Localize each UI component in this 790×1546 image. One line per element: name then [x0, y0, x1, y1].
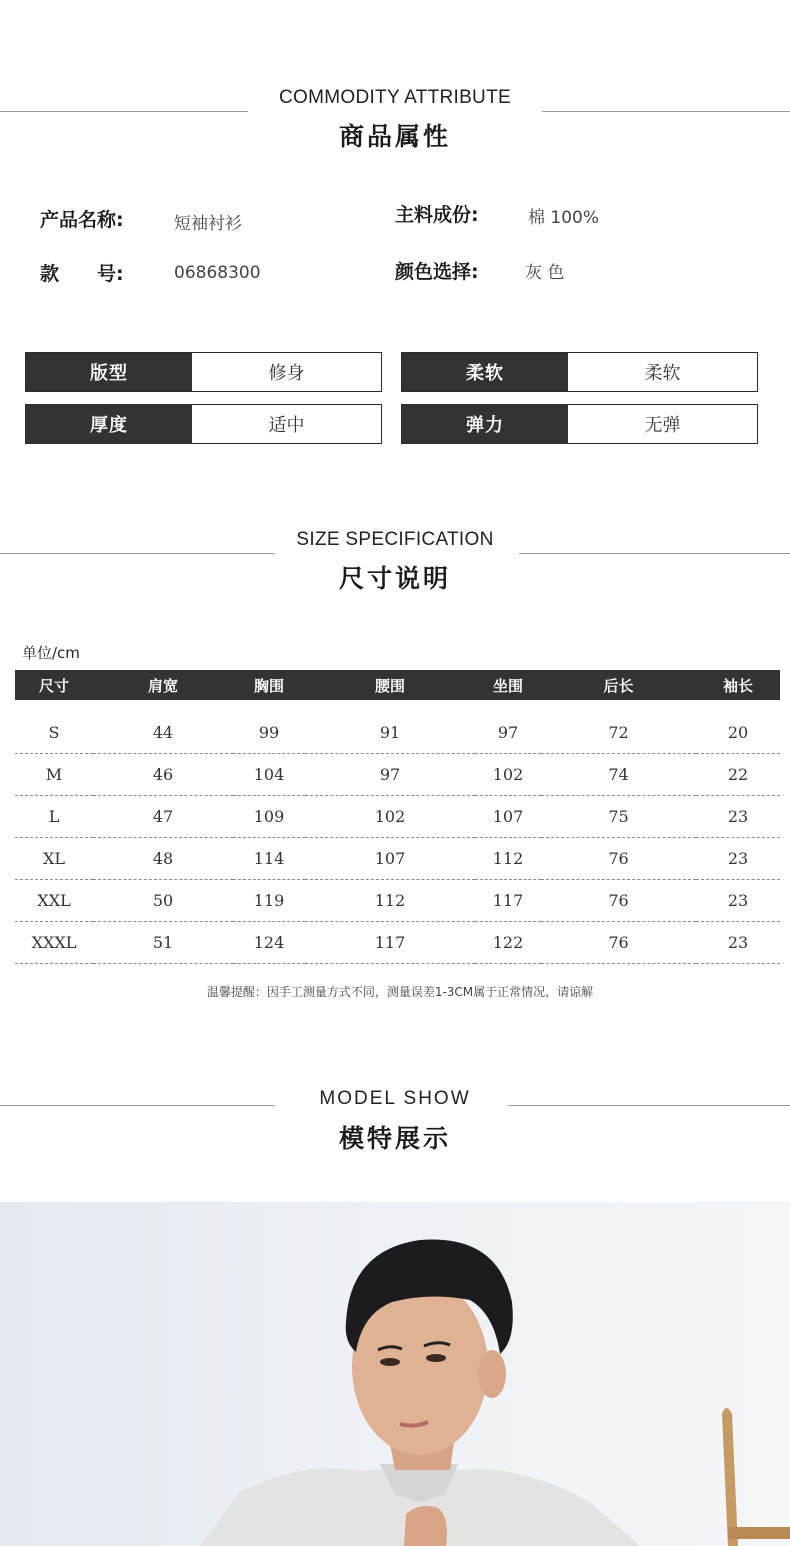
attr-label-style-no: 款 号:	[40, 263, 124, 285]
table-row	[15, 754, 780, 796]
cell: 102	[305, 796, 475, 838]
feature-elasticity-label: 弹力	[402, 405, 568, 443]
attr-value-color: 灰 色	[525, 263, 565, 283]
feature-thickness	[25, 404, 382, 444]
attr-label-material: 主料成份:	[395, 204, 479, 226]
model-photo-illustration	[0, 1202, 790, 1546]
feature-elasticity	[401, 404, 758, 444]
cell: 20	[696, 712, 780, 754]
size-title-zh: 尺寸说明	[338, 564, 451, 593]
cell: 122	[475, 922, 541, 964]
cell: 119	[233, 880, 305, 922]
cell: 23	[696, 838, 780, 880]
cell: 109	[233, 796, 305, 838]
feature-thickness-value: 适中	[192, 405, 381, 443]
cell: 107	[475, 796, 541, 838]
table-row	[15, 796, 780, 838]
cell: 76	[541, 838, 696, 880]
cell: 72	[541, 712, 696, 754]
commodity-title-en: COMMODITY ATTRIBUTE	[279, 87, 511, 108]
feature-fit-label: 版型	[26, 353, 192, 391]
cell: 23	[696, 880, 780, 922]
col-waist: 腰围	[305, 670, 475, 700]
attr-label-color: 颜色选择:	[395, 261, 479, 283]
table-row	[15, 712, 780, 754]
cell: 102	[475, 754, 541, 796]
cell: 75	[541, 796, 696, 838]
cell: M	[15, 754, 93, 796]
cell: 124	[233, 922, 305, 964]
table-row	[15, 838, 780, 880]
commodity-title-zh: 商品属性	[338, 122, 451, 151]
feature-elasticity-value: 无弹	[568, 405, 757, 443]
col-hip: 坐围	[475, 670, 541, 700]
cell: L	[15, 796, 93, 838]
cell: 97	[305, 754, 475, 796]
cell: 117	[475, 880, 541, 922]
size-specification-header	[0, 522, 790, 612]
cell: S	[15, 712, 93, 754]
feature-fit-value: 修身	[192, 353, 381, 391]
divider-left	[0, 111, 248, 112]
commodity-attribute-header	[0, 80, 790, 170]
cell: 44	[93, 712, 233, 754]
model-title-zh: 模特展示	[338, 1124, 451, 1153]
cell: 99	[233, 712, 305, 754]
size-title-en: SIZE SPECIFICATION	[296, 529, 494, 550]
cell: 23	[696, 796, 780, 838]
col-chest: 胸围	[233, 670, 305, 700]
cell: XXL	[15, 880, 93, 922]
cell: 107	[305, 838, 475, 880]
feature-softness-label: 柔软	[402, 353, 568, 391]
cell: XL	[15, 838, 93, 880]
cell: 76	[541, 880, 696, 922]
cell: XXXL	[15, 922, 93, 964]
feature-fit	[25, 352, 382, 392]
attr-value-material: 棉 100%	[528, 208, 600, 228]
cell: 50	[93, 880, 233, 922]
cell: 114	[233, 838, 305, 880]
table-row	[15, 880, 780, 922]
feature-softness	[401, 352, 758, 392]
cell: 74	[541, 754, 696, 796]
cell: 46	[93, 754, 233, 796]
col-length: 后长	[541, 670, 696, 700]
cell: 51	[93, 922, 233, 964]
divider-left	[0, 553, 275, 554]
cell: 76	[541, 922, 696, 964]
cell: 23	[696, 922, 780, 964]
cell: 48	[93, 838, 233, 880]
cell: 117	[305, 922, 475, 964]
feature-softness-value: 柔软	[568, 353, 757, 391]
cell: 112	[305, 880, 475, 922]
col-sleeve: 袖长	[696, 670, 780, 700]
col-shoulder: 肩宽	[93, 670, 233, 700]
divider-right	[542, 111, 790, 112]
cell: 91	[305, 712, 475, 754]
attr-value-product-name: 短袖衬衫	[174, 214, 242, 234]
col-size: 尺寸	[15, 670, 93, 700]
measurement-note: 温馨提醒：因手工测量方式不同，测量误差1-3CM属于正常情况，请谅解	[206, 985, 594, 999]
attr-value-style-no: 06868300	[174, 263, 261, 283]
size-table-header	[15, 670, 780, 700]
size-unit: 单位/cm	[22, 644, 80, 662]
size-table	[15, 670, 780, 964]
divider-right	[519, 553, 790, 554]
cell: 104	[233, 754, 305, 796]
model-show-header	[0, 1082, 790, 1172]
attr-label-product-name: 产品名称:	[40, 209, 124, 231]
table-row	[15, 922, 780, 964]
feature-thickness-label: 厚度	[26, 405, 192, 443]
cell: 97	[475, 712, 541, 754]
cell: 22	[696, 754, 780, 796]
model-photo	[0, 1202, 790, 1546]
cell: 112	[475, 838, 541, 880]
cell: 47	[93, 796, 233, 838]
model-title-en: MODEL SHOW	[319, 1088, 471, 1109]
